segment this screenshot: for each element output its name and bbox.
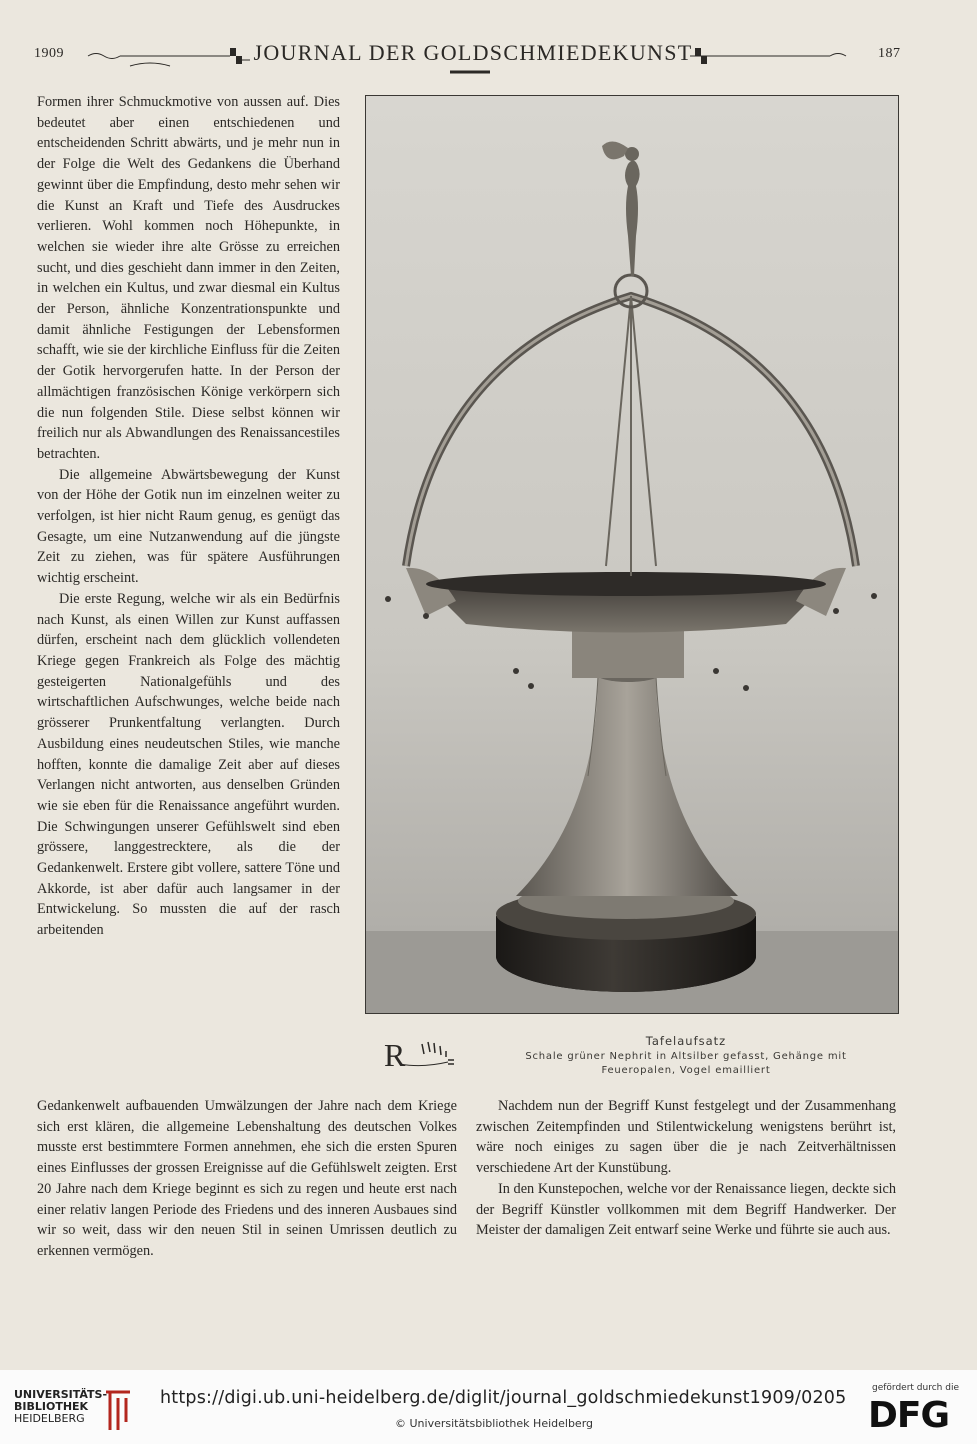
figure-caption-line: Feueropalen, Vogel emailliert [601,1065,771,1076]
paragraph: In den Kunstepochen, welche vor der Renaissance liegen, deckte sich der Begriff Künstler vollkommen mit dem Begriff Handwerker. Der Meister der damaligen Zeit entwarf seine Werke und führte sie auch aus. [476,1180,896,1239]
document-url-link[interactable]: https://digi.ub.uni-heidelberg.de/diglit/journal_goldschmiedekunst1909/0205 [160,1388,847,1408]
page-number: 187 [878,46,901,61]
journal-title: JOURNAL DER GOLDSCHMIEDEKUNST [253,40,693,65]
left-column-text [37,92,340,941]
library-logo-icon [100,1386,136,1436]
figure-caption-line: Schale grüner Nephrit in Altsilber gefasst, Gehänge mit [525,1051,847,1062]
library-name: UNIVERSITÄTS- BIBLIOTHEK HEIDELBERG [14,1388,108,1425]
artist-monogram-icon [382,1034,462,1074]
paragraph: Nachdem nun der Begriff Kunst festgelegt und der Zusammenhang zwischen Zeitempfinden und Stilentwickelung wenigstens berührt ist, wäre noch einiges zu sagen über die je nach Zeitverhältnissen verschiedene Art der Kunstübung. [476,1098,896,1177]
centerpiece-photograph [365,95,899,1014]
svg-text:R: R [384,1037,406,1073]
centerpiece-illustration [366,96,898,1013]
lower-left-column-text [37,1096,457,1262]
paragraph: Gedankenwelt aufbauenden Umwälzungen der Jahre nach dem Kriege sich erst klären, die allgemeine Lebenshaltung des deutschen Volkes musste erst bestimmtere Formen annehmen, ehe sich die ersten Spuren eines Einflusses der grossen Ereignisse auf die Gefühlswelt zeigten. Erst 20 Jahre nach dem Kriege beginnt es sich zu regen und heute erst nach einer relativ langen Periode des Friedens und des inneren Ausbaues sind wir so weit, dass wir den neuen Stil in seinen Umrissen deutlich zu erkennen vermögen. [37,1098,457,1259]
lower-right-column-text [476,1096,896,1241]
paragraph: Die allgemeine Abwärtsbewegung der Kunst von der Höhe der Gotik nun im einzelnen weiter zu verfolgen, ist hier nicht Raum genug, es genügt das Gesagte, um eine Nutzanwendung auf die jüngste Zeit zu ziehen, was für spätere Ausführungen wichtig erscheint. [37,466,340,587]
year-label: 1909 [34,46,64,61]
funding-note: gefördert durch die [872,1383,959,1393]
figure-caption-title: Tafelaufsatz [645,1034,727,1048]
paragraph: Die erste Regung, welche wir als ein Bedürfnis nach Kunst, als einen Willen zur Kunst auffassen dürfen, erscheint nach dem glücklich vollendeten Kriege gegen Frankreich als Folge des mächtig gesteigerten Nationalgefühls und des wirtschaftlichen Aufschwunges, welche beide nach grösserer Prunkentfaltung verlangten. Durch Ausbildung eines neudeutschen Stiles, wie manche hofften, konnte die damalige Zeit aber auf dieses Verlangen nicht antworten, aus denselben Gründen wie sie eben für die Renaissance angeführt wurden. Die Schwingungen unserer Gefühlswelt sind eben grössere, langgestrecktere, als die der Gedankenwelt. Erstere gibt vollere, sattere Töne und Akkorde, ist aber dafür auch langsamer in der Entwickelung. So mussten die auf der rasch arbeitenden [37,590,340,939]
dfg-logo: DFG [868,1395,950,1436]
paragraph: Formen ihrer Schmuckmotive von aussen auf. Dies bedeutet aber einen entschiedenen und entscheidenden Schritt abwärts, und je mehr nun in der Folge die Welt des Gedankens die Überhand gewinnt über die Empfindung, desto mehr sehen wir die Kunst an Kraft und Tiefe des Ausdruckes verlieren. Wohl kommen noch Höhepunkte, in welchen sie wieder ihre alte Grösse zu erreichen sucht, und dies geschieht dann immer in den Zeiten, in welchen ein Kultus, und zwar diesmal ein Kultus der Person, ähnliche Konzentrationspunkte und damit ähnliche Festigungen der Lebensformen schafft, wie sie der kirchliche Einfluss für die Zeiten der Gotik hervorgerufen hatte. In der Person der allmächtigen französischen Könige verkörpern sich die nun folgenden Stile. Diese selbst können wir freilich nur als Abwandlungen des Renaissancestiles betrachten. [37,94,340,462]
copyright-notice: © Universitätsbibliothek Heidelberg [395,1417,594,1430]
